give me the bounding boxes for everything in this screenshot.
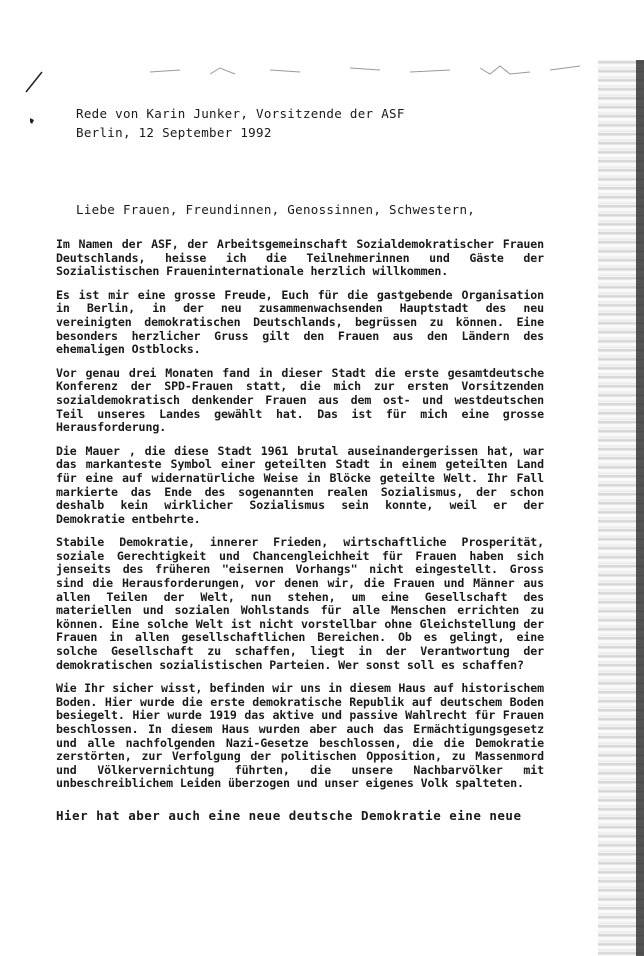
pen-mark (20, 70, 50, 130)
speech-title: Rede von Karin Junker, Vorsitzende der ASF (76, 106, 405, 121)
salutation: Liebe Frauen, Freundinnen, Genossinnen, Schwestern, (76, 202, 476, 217)
paragraph: Vor genau drei Monaten fand in dieser Stadt die erste gesamtdeutsche Konferenz der SPD-Frauen statt, die mich zur ersten Vorsitzenden sozialdemokratisch denkender Frauen aus dem ost- und westdeutschen Teil unseres Landes gewählt hat. Das ist für mich eine grosse Herausforderung. (56, 365, 544, 435)
paragraph: Wie Ihr sicher wisst, befinden wir uns in diesem Haus auf historischem Boden. Hier wurde die erste demokratische Republik auf deutschem Boden besiegelt. Hier wurde 1919 das aktive und passive Wahlrecht für Frauen beschlossen. In diesem Haus wurden aber auch das Ermächtigungsgesetz und alle nachfolgenden Nazi-Gesetze beschlossen, die die Demokratie zerstörten, zur Verfolgung der politischen Opposition, zu Massenmord und Völkervernichtung führten, die unsere Nachbarvölker mit unbeschreiblichem Leiden überzogen und unser eigenes Volk spalteten. (56, 681, 544, 791)
paragraph: Es ist mir eine grosse Freude, Euch für die gastgebende Organisation in Berlin, in der neu zusammenwachsenden Hauptstadt des neu vereinigten demokratischen Deutschlands, begrüssen zu können. Eine besonders herzlicher Gruss gilt den Frauen aus den Ländern des ehemaligen Ostblocks. (56, 287, 544, 357)
speech-body (56, 238, 544, 833)
paragraph: Die Mauer , die diese Stadt 1961 brutal auseinandergerissen hat, war das markanteste Symbol einer geteilten Stadt in einem geteilten Land für eine auf widernatürliche Weise in Blöcke geteilte Welt. Ihr Fall markierte das Ende des sogenannten realen Sozialismus, der schon deshalb kein wirklicher Sozialismus sein konnte, weil er der Demokratie entbehrte. (56, 443, 544, 526)
paragraph: Stabile Demokratie, innerer Frieden, wirtschaftliche Prosperität, soziale Gerechtigkeit und Chancengleichheit für Frauen haben sich jenseits des früheren "eisernen Vorhangs" nicht eingestellt. Gross sind die Herausforderungen, vor denen wir, die Frauen und Männer aus allen Teilen der Welt, nun stehen, um eine Gesellschaft des materiellen und sozialen Wohlstands für alle Menschen errichten zu können. Eine solche Welt ist nicht vorstellbar ohne Gleichstellung der Frauen in allen gesellschaftlichen Bereichen. Ob es gelingt, eine solche Gesellschaft zu schaffen, liegt in der Verantwortung der demokratischen sozialistischen Parteien. Wer sonst soll es schaffen? (56, 535, 544, 672)
paragraph: Im Namen der ASF, der Arbeitsgemeinschaft Sozialdemokratischer Frauen Deutschlands, heisse ich die Teilnehmerinnen und Gäste der Sozialistischen Fraueninternationale herzlich willkommen. (56, 237, 544, 279)
speech-date: Berlin, 12 September 1992 (76, 125, 272, 140)
scan-artifact-top (150, 58, 590, 80)
scan-edge-border (636, 60, 644, 956)
speech-header (76, 104, 405, 142)
paragraph: Hier hat aber auch eine neue deutsche Demokratie eine neue (56, 807, 522, 823)
